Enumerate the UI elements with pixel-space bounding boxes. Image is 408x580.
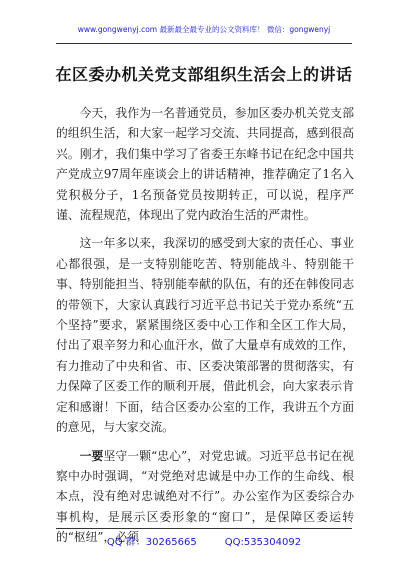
footer-divider	[56, 528, 352, 529]
site-header-text: www.gongwenyj.com 最新最全最专业的公文资料库！ 微信：gongwenyj	[77, 25, 331, 34]
document-title: 在区委办机关党支部组织生活会上的讲话	[55, 65, 353, 84]
document-body	[56, 103, 354, 556]
site-footer	[0, 533, 408, 548]
paragraph	[56, 233, 354, 437]
paragraph-text: 这一年多以来，我深切的感受到大家的责任心、事业心都很强，是一支特别能吃苦、特别能战斗、特别能干事、特别能担当、特别能奉献的队伍，有的还在韩俊同志的带领下，大家认真践行习近平总书记关于党办系统“五个坚持”要求，紧紧围绕区委中心工作和全区工作大局，付出了艰辛努力和心血汗水，做了大量卓有成效的工作，有力推动了中央和省、市、区委决策部署的贯彻落实，有力保障了区委工作的顺利开展，借此机会，向大家表示肯定和感谢！下面，结合区委办公室的工作，我讲五个方面的意见，与大家交流。	[56, 236, 354, 435]
site-header	[0, 24, 408, 35]
paragraph-text: 坚守一颗“忠心”，对党忠诚。习近平总书记在视察中办时强调，“对党绝对忠诚是中办工作的生命线、根本点，没有绝对忠诚绝对不行”。办公室作为区委综合办事机构，是展示区委形象的“窗口”，是保障区委运转的“枢纽”，必须	[56, 448, 354, 545]
header-divider	[56, 43, 352, 44]
qq-group-text: QQ 群：30265665	[106, 537, 197, 548]
paragraph	[56, 103, 354, 225]
qq-text: QQ:535304092	[224, 537, 302, 548]
paragraph-text: 今天，我作为一名普通党员，参加区委办机关党支部的组织生活，和大家一起学习交流、共同提高，感到很高兴。刚才，我们集中学习了省委王东峰书记在纪念中国共产党成立97周年座谈会上的讲话精神，推荐确定了1名入党积极分子，1名预备党员按期转正，可以说，程序严谨、流程规范，体现出了党内政治生活的严肃性。	[56, 106, 354, 223]
paragraph-lead: 一要	[79, 448, 104, 463]
